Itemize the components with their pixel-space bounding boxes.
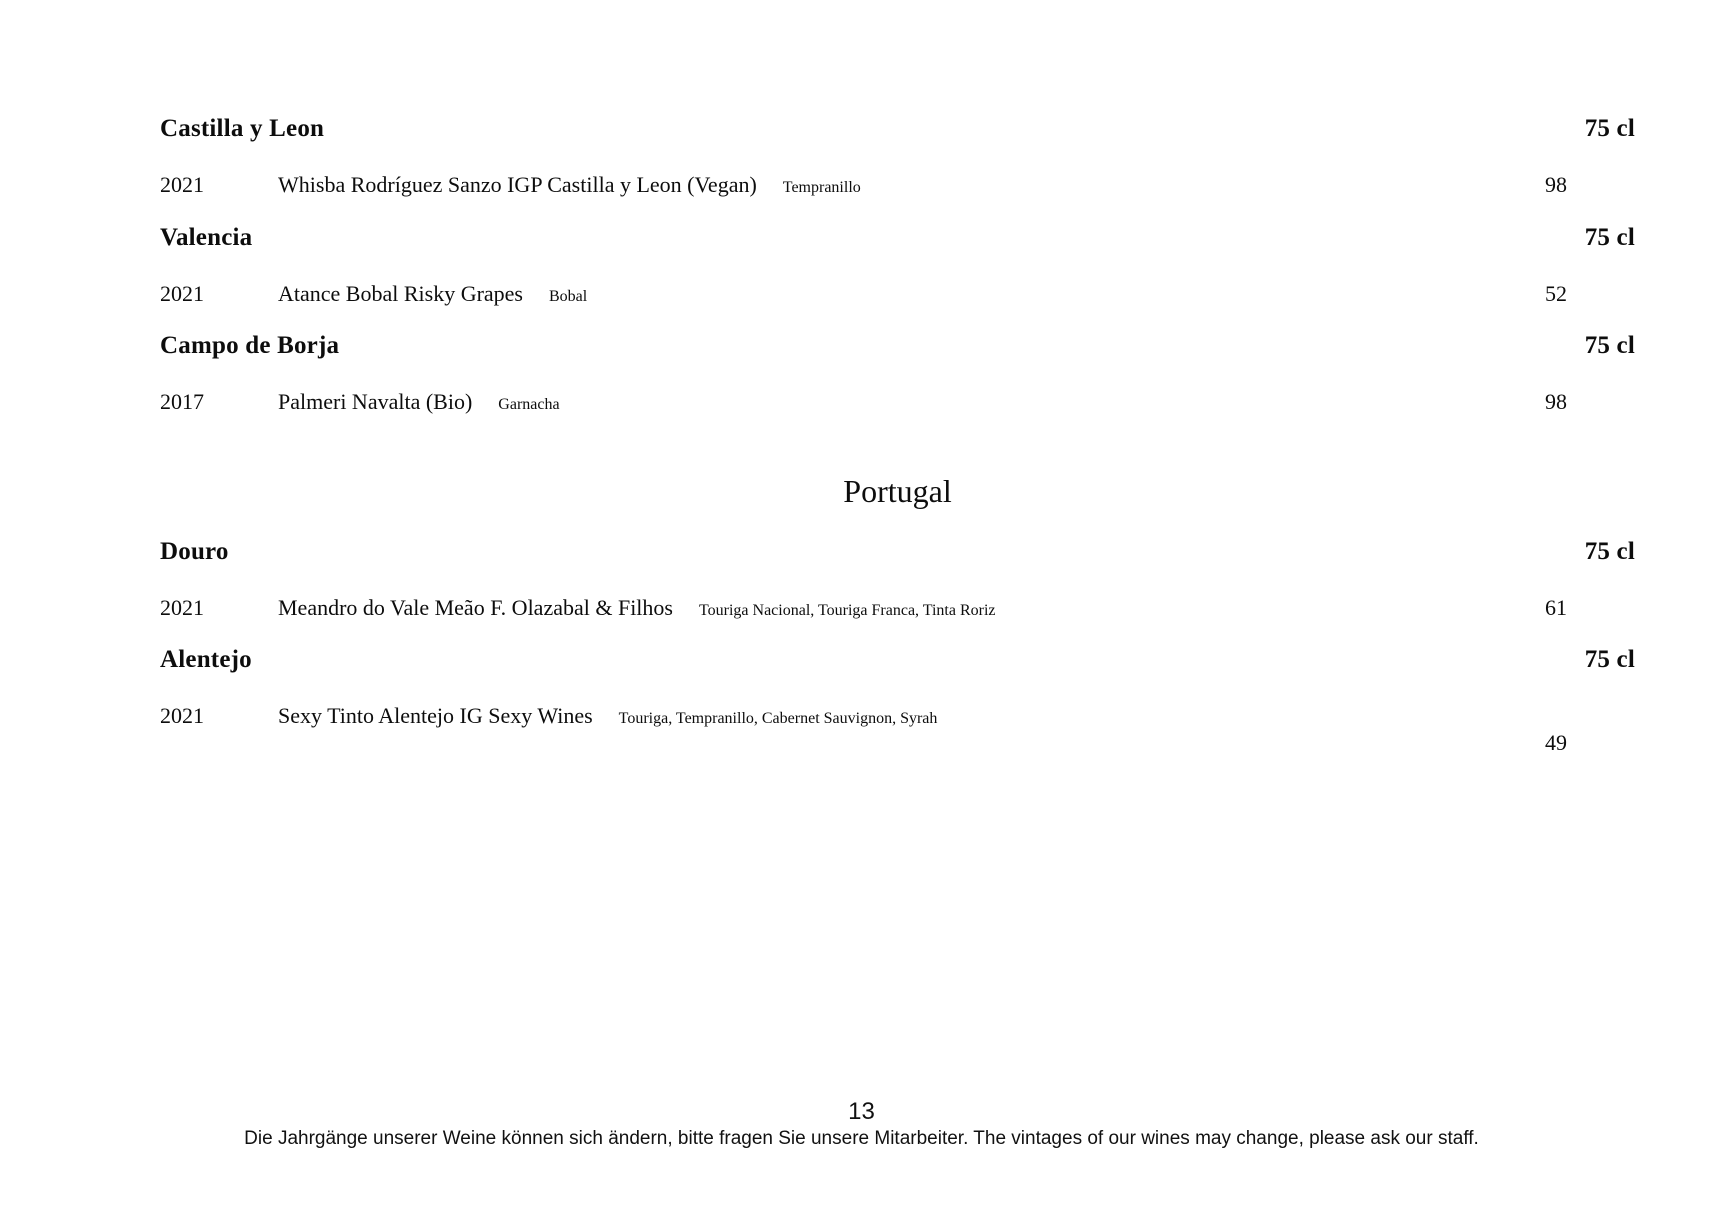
wine-year: 2021 (160, 703, 204, 728)
region-heading (160, 538, 1635, 566)
section-castilla-y-leon (160, 115, 1635, 143)
wine-name: Palmeri Navalta (Bio) (278, 389, 473, 414)
region-bottle-size: 75 cl (1584, 224, 1635, 251)
region-heading (160, 224, 1635, 252)
wine-price: 98 (1545, 389, 1567, 414)
wine-grapes: Touriga, Tempranillo, Cabernet Sauvignon, Syrah (618, 710, 938, 727)
wine-price: 52 (1545, 281, 1567, 306)
section-alentejo (160, 646, 1635, 674)
wine-name: Sexy Tinto Alentejo IG Sexy Wines (278, 703, 593, 728)
wine-year: 2021 (160, 172, 204, 197)
wine-year: 2017 (160, 389, 204, 414)
region-bottle-size: 75 cl (1584, 646, 1635, 673)
wine-grapes: Garnacha (498, 396, 560, 413)
region-heading (160, 646, 1635, 674)
wine-entry (160, 281, 1635, 307)
page-number: 13 (848, 1098, 875, 1125)
wine-year: 2021 (160, 281, 204, 306)
region-bottle-size: 75 cl (1584, 332, 1635, 359)
section-douro (160, 538, 1635, 566)
region-heading (160, 332, 1635, 360)
region-bottle-size: 75 cl (1584, 538, 1635, 565)
wine-grapes: Touriga Nacional, Touriga Franca, Tinta Roriz (698, 602, 996, 619)
country-title-wrap (160, 473, 1635, 510)
region-bottle-size: 75 cl (1584, 115, 1635, 142)
wine-entry (160, 389, 1635, 415)
wine-name: Atance Bobal Risky Grapes (278, 281, 523, 306)
wine-price: 61 (1545, 595, 1567, 620)
wine-grapes: Bobal (549, 288, 588, 305)
wine-price: 49 (1545, 730, 1567, 755)
region-name: Campo de Borja (160, 332, 340, 359)
wine-grapes: Tempranillo (782, 179, 861, 196)
wine-entry (160, 595, 1635, 621)
wine-year: 2021 (160, 595, 204, 620)
footer-note: Die Jahrgänge unserer Weine können sich ändern, bitte fragen Sie unsere Mitarbeiter. The vintages of our wines may change, please ask our staff. (244, 1128, 1479, 1149)
page-footer (0, 1098, 1723, 1150)
wine-price: 98 (1545, 172, 1567, 197)
section-valencia (160, 224, 1635, 252)
region-name: Alentejo (160, 646, 252, 673)
wine-name: Whisba Rodríguez Sanzo IGP Castilla y Leon (Vegan) (278, 172, 757, 197)
region-heading (160, 115, 1635, 143)
wine-name: Meandro do Vale Meão F. Olazabal & Filhos (278, 595, 673, 620)
region-name: Douro (160, 538, 229, 565)
region-name: Castilla y Leon (160, 115, 325, 142)
page-title: Portugal (843, 473, 952, 509)
wine-entry (160, 703, 1635, 755)
region-name: Valencia (160, 224, 253, 251)
section-campo-de-borja (160, 332, 1635, 360)
wine-entry (160, 172, 1635, 198)
